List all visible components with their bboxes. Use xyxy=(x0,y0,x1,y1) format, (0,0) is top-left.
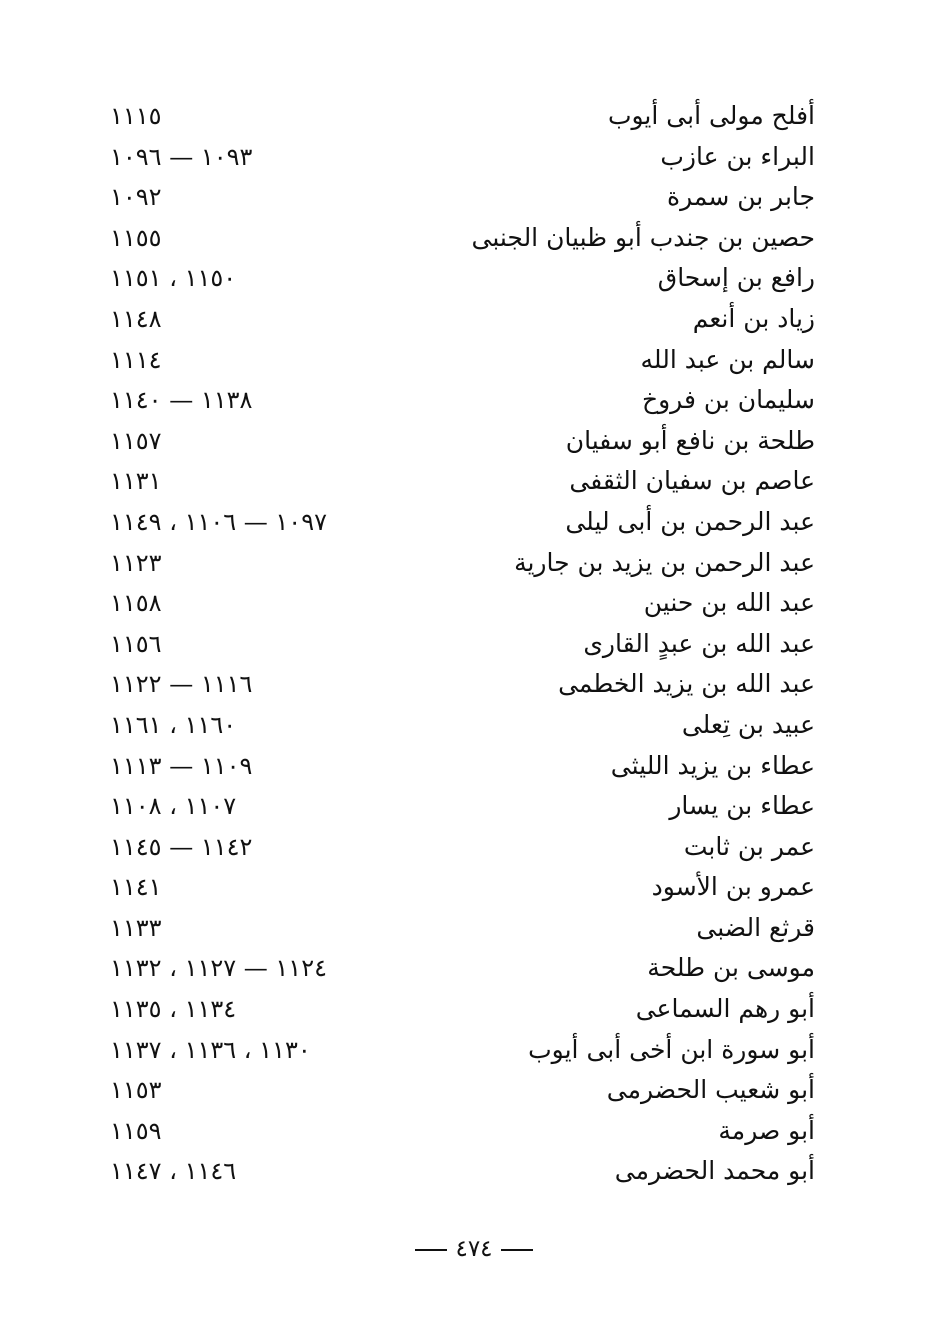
entry-name: موسى بن طلحة xyxy=(647,953,815,983)
entry-pages: ١١٣٤ ، ١١٣٥ xyxy=(110,995,237,1024)
entry-pages: ١١٦٠ ، ١١٦١ xyxy=(110,710,237,739)
entry-pages: ١١٥٦ xyxy=(110,629,162,658)
entry-name: أبو شعيب الحضرمى xyxy=(606,1075,815,1105)
index-entry xyxy=(110,705,815,746)
index-entry xyxy=(110,502,815,543)
entry-name: عبد الله بن حنين xyxy=(643,588,815,618)
index-entry xyxy=(110,218,815,259)
index-entry xyxy=(110,908,815,949)
entry-name: زياد بن أنعم xyxy=(692,303,815,333)
entry-pages: ١١٠٩ — ١١١٣ xyxy=(110,751,253,780)
entry-name: جابر بن سمرة xyxy=(667,182,815,212)
index-entry xyxy=(110,664,815,705)
entry-pages: ١١٤١ xyxy=(110,873,162,902)
entry-pages: ١١٣٠ ، ١١٣٦ ، ١١٣٧ xyxy=(110,1035,311,1064)
index-entry xyxy=(110,96,815,137)
index-entry xyxy=(110,1030,815,1071)
index-entry xyxy=(110,948,815,989)
index-entry xyxy=(110,746,815,787)
entry-name: عطاء بن يزيد الليثى xyxy=(610,750,815,780)
entry-pages: ١٠٩٢ xyxy=(110,183,162,212)
entry-name: عبد الرحمن بن يزيد بن جارية xyxy=(514,547,815,577)
entry-pages: ١١٥٣ xyxy=(110,1076,162,1105)
entry-pages: ١١٥٠ ، ١١٥١ xyxy=(110,264,237,293)
entry-name: أبو صرمة xyxy=(718,1115,815,1145)
entry-pages: ١١٤٨ xyxy=(110,304,162,333)
entry-name: سليمان بن فروخ xyxy=(641,385,815,415)
index-entry xyxy=(110,624,815,665)
index-entry xyxy=(110,258,815,299)
entry-name: عبيد بن تِعلى xyxy=(681,709,815,739)
entry-name: عبد الله بن يزيد الخطمى xyxy=(558,669,815,699)
entry-pages: ١١١٥ xyxy=(110,102,162,130)
entry-name: عبد الرحمن بن أبى ليلى xyxy=(565,506,815,536)
page-number: ٤٧٤ xyxy=(455,1236,493,1262)
index-entry xyxy=(110,989,815,1030)
entry-name: أفلح مولى أبى أيوب xyxy=(607,101,815,130)
entry-name: أبو رهم السماعى xyxy=(635,994,815,1024)
index-entry xyxy=(110,827,815,868)
entry-pages: ١١٣٣ xyxy=(110,913,162,942)
entry-name: طلحة بن نافع أبو سفيان xyxy=(565,425,815,455)
entry-pages: ١١٥٩ xyxy=(110,1116,162,1145)
index-entry xyxy=(110,583,815,624)
index-entry xyxy=(110,421,815,462)
entry-pages: ١١٣٨ — ١١٤٠ xyxy=(110,386,253,415)
entry-pages: ١١٤٦ ، ١١٤٧ xyxy=(110,1157,237,1186)
index-entry xyxy=(110,786,815,827)
entry-name: عطاء بن يسار xyxy=(669,791,815,821)
index-entry xyxy=(110,461,815,502)
entry-pages: ١١٥٧ xyxy=(110,426,162,455)
entry-pages: ١١٣١ xyxy=(110,467,162,496)
entry-pages: ١١١٦ — ١١٢٢ xyxy=(110,670,253,699)
index-entry xyxy=(110,1111,815,1152)
index-entry xyxy=(110,867,815,908)
entry-pages: ١١٢٤ — ١١٢٧ ، ١١٣٢ xyxy=(110,954,327,983)
entry-name: حصين بن جندب أبو ظبيان الجنبى xyxy=(471,222,815,252)
narrator-index-list xyxy=(110,96,815,1192)
entry-pages: ١١٠٧ ، ١١٠٨ xyxy=(110,792,237,821)
entry-pages: ١١٤٢ — ١١٤٥ xyxy=(110,832,253,861)
entry-name: رافع بن إسحاق xyxy=(657,263,815,293)
entry-name: عبد الله بن عبدٍ القارى xyxy=(583,628,815,658)
entry-name: عمرو بن الأسود xyxy=(651,872,815,902)
footer-dash-right xyxy=(501,1249,533,1251)
entry-pages: ١١٥٨ xyxy=(110,589,162,618)
index-entry xyxy=(110,380,815,421)
entry-name: عمر بن ثابت xyxy=(683,831,815,861)
index-entry xyxy=(110,177,815,218)
entry-name: عاصم بن سفيان الثقفى xyxy=(569,466,815,496)
entry-name: أبو محمد الحضرمى xyxy=(614,1156,815,1186)
entry-name: البراء بن عازب xyxy=(660,141,815,171)
entry-pages: ١٠٩٣ — ١٠٩٦ xyxy=(110,142,253,171)
index-entry xyxy=(110,1070,815,1111)
footer-dash-left xyxy=(415,1249,447,1251)
index-entry xyxy=(110,1151,815,1192)
page-number-footer xyxy=(0,1236,948,1262)
index-entry xyxy=(110,299,815,340)
entry-pages: ١١١٤ xyxy=(110,345,162,374)
index-entry xyxy=(110,340,815,381)
entry-name: قرثع الضبى xyxy=(696,912,815,942)
index-entry xyxy=(110,137,815,178)
entry-pages: ١١٥٥ xyxy=(110,223,162,252)
entry-pages: ١١٢٣ xyxy=(110,548,162,577)
index-entry xyxy=(110,543,815,584)
entry-name: أبو سورة ابن أخى أبى أيوب xyxy=(528,1034,815,1064)
entry-name: سالم بن عبد الله xyxy=(640,344,815,374)
entry-pages: ١٠٩٧ — ١١٠٦ ، ١١٤٩ xyxy=(110,507,327,536)
